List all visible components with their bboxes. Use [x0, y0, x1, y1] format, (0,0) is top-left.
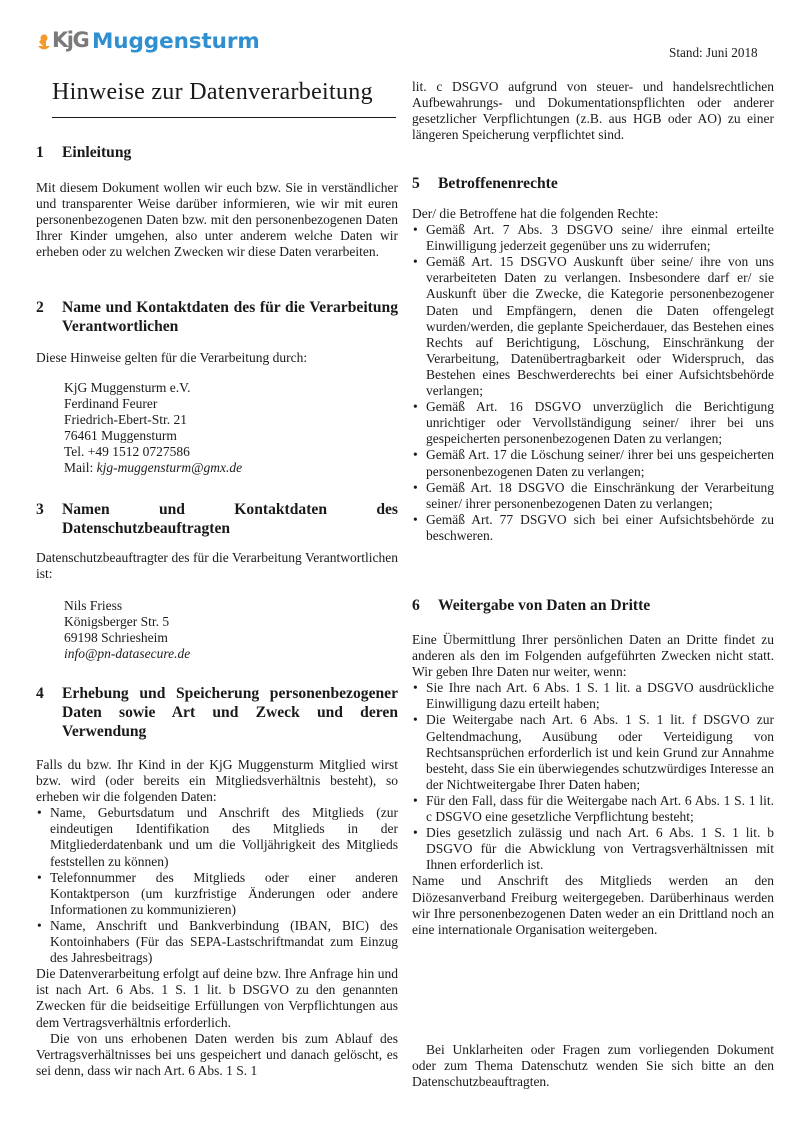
closing-note: Bei Unklarheiten oder Fragen zum vorliegenden Dokument oder zum Thema Datenschutz wenden Sie sich bitte an den Datenschutzbeauftragten. [412, 1042, 774, 1090]
section-4 [36, 684, 398, 741]
collected-data-list [36, 805, 398, 966]
list-item: • Dies gesetzlich zulässig und nach Art. 6 Abs. 1 S. 1 lit. b DSGVO für die Abwicklung von Vertragsverhältnissen mit Ihnen erforderlich ist. [412, 825, 774, 873]
section-4-continuation: lit. c DSGVO aufgrund von steuer- und handelsrechtlichen Aufbewahrungs- und Dokumentationspflichten oder anderer gesetzlicher Verpflichtungen (z.B. aus HGB oder AO) zu einer längeren Speicherung verpflichtet sind. [412, 79, 774, 143]
section-heading: 1 Einleitung [36, 144, 132, 161]
list-item: • Gemäß Art. 16 DSGVO unverzüglich die Berichtigung unrichtiger oder Vervollständigung seiner/ ihrer bei uns gespeicherten personenbezogenen Daten zu verlangen; [412, 399, 774, 447]
list-item: • Gemäß Art. 18 DSGVO die Einschränkung der Verarbeitung seiner/ ihrer personenbezogenen Daten zu verlangen; [412, 480, 774, 512]
title-divider [52, 117, 396, 118]
section-5 [412, 174, 774, 193]
list-item: • Sie Ihre nach Art. 6 Abs. 1 S. 1 lit. a DSGVO ausdrückliche Einwilligung dazu erteilt haben; [412, 680, 774, 712]
section-1 [36, 143, 398, 162]
section-6-body: Eine Übermittlung Ihrer persönlichen Daten an Dritte findet zu anderen als den im Folgenden aufgeführten Zwecken nicht statt. Wir geben Ihre Daten nur weiter, wenn: • Sie Ihre nach Art. 6 Abs. 1 S. 1 lit. a DSGVO ausdrückliche Einwilligung dazu erteilt haben; • Die Weitergabe nach Art. 6 Abs. 1 S. 1 lit. f DSGVO zur Geltendmachung, Ausübung oder Verteidigung von Rechtsansprüchen erforderlich ist und kein Grund zur Annahme besteht, dass Sie ein überwiegendes schutzwürdiges Interesse an der Nichtweitergabe Ihrer Daten haben; • Für den Fall, dass für die Weitergabe nach Art. 6 Abs. 1 S. 1 lit. c DSGVO eine gesetzliche Verpflichtung besteht; • Dies gesetzlich zulässig und nach Art. 6 Abs. 1 S. 1 lit. b DSGVO für die Abwicklung von Vertragsverhältnissen mit Ihnen erforderlich ist. Name und Anschrift des Mitglieds werden an den Diözesanverband Freiburg weitergegeben. Darüberhinaus werden wir Ihre personenbezogenen Daten weder an ein Drittland noch an eine internationale Organisation weitergeben. [412, 632, 774, 938]
controller-address: KjG Muggensturm e.V. Ferdinand Feurer Friedrich-Ebert-Str. 21 76461 Muggensturm Tel. +49 1512 0727586 Mail: kjg-muggensturm@gmx.de [64, 380, 243, 476]
section-1-body: Mit diesem Dokument wollen wir euch bzw. Sie in verständlicher und transparenter Weise darüber informieren, wie wir mit euren personenbezogenen Daten bzw. mit den personenbezogenen Daten Ihrer Kinder umgehen, also unter anderem welche Daten wir erheben oder zu welchen Zwecken wir diese Daten verarbeiten. [36, 180, 398, 260]
section-heading: 2 Name und Kontaktdaten des für die Verarbeitung Verantwortlichen [36, 299, 398, 335]
list-item: • Gemäß Art. 15 DSGVO Auskunft über seine/ ihre von uns verarbeiteten Daten zu verlangen. Insbesondere darf er/ sie Auskunft über die Zwecke, die Kategorie personenbezogener Daten und Empfängern, denen die Daten offengelegt wurden/werden, die geplante Speicherdauer, das Bestehen eines Rechts auf Berichtigung, Löschung, Einschränkung der Verarbeitung, Datenübertragbarkeit oder Widerspruch, das Bestehen eines Beschwerderechts bei einer Aufsichtsbehörde verlangen; [412, 254, 774, 399]
section-5-body: Der/ die Betroffene hat die folgenden Rechte: • Gemäß Art. 7 Abs. 3 DSGVO seine/ ihre einmal erteilte Einwilligung jederzeit gegenüber uns zu widerrufen; • Gemäß Art. 15 DSGVO Auskunft über seine/ ihre von uns verarbeiteten Daten zu verlangen. Insbesondere darf er/ sie Auskunft über die Zwecke, die Kategorie personenbezogener Daten und Empfängern, denen die Daten offengelegt wurden/werden, die geplante Speicherdauer, das Bestehen eines Rechts auf Berichtigung, Löschung, Einschränkung der Verarbeitung, Datenübertragbarkeit oder Widerspruch, das Bestehen eines Beschwerderechts bei einer Aufsichtsbehörde verlangen; • Gemäß Art. 16 DSGVO unverzüglich die Berichtigung unrichtiger oder Vervollständigung seiner/ ihrer bei uns gespeicherten personenbezogenen Daten zu verlangen; • Gemäß Art. 17 die Löschung seiner/ ihrer bei uns gespeicherten personenbezogenen Daten zu verlangen; • Gemäß Art. 18 DSGVO die Einschränkung der Verarbeitung seiner/ ihrer personenbezogenen Daten zu verlangen; • Gemäß Art. 77 DSGVO sich bei einer Aufsichtsbehörde zu beschweren. [412, 206, 774, 544]
section-6 [412, 596, 774, 615]
section-heading: 6 Weitergabe von Daten an Dritte [412, 597, 651, 614]
dpo-address: Nils Friess Königsberger Str. 5 69198 Schriesheim info@pn-datasecure.de [36, 598, 398, 662]
list-item: • Für den Fall, dass für die Weitergabe nach Art. 6 Abs. 1 S. 1 lit. c DSGVO eine gesetzliche Verpflichtung besteht; [412, 793, 774, 825]
logo-text: Muggensturm [92, 28, 260, 54]
section-3 [36, 500, 398, 538]
list-item: • Telefonnummer des Mitglieds oder einer anderen Kontaktperson (um kurzfristige Änderungen oder andere Informationen zu kommunizieren) [36, 870, 398, 918]
section-2 [36, 298, 398, 336]
dpo-email: info@pn-datasecure.de [64, 646, 191, 662]
section-heading: 4 Erhebung und Speicherung personenbezogener Daten sowie Art und Zweck und deren Verwendung [36, 685, 398, 740]
list-item: • Name, Anschrift und Bankverbindung (IBAN, BIC) des Kontoinhabers (Für das SEPA-Lastschriftmandat zum Einzug des Jahresbeitrags) [36, 918, 398, 966]
section-heading: 3 Namen und Kontaktdaten des Datenschutzbeauftragten [36, 501, 398, 537]
section-4-body: Falls du bzw. Ihr Kind in der KjG Muggensturm Mitglied wirst bzw. wird (oder bereits ein Mitgliedsverhältnis besteht), so erheben wir die folgenden Daten: • Name, Geburtsdatum und Anschrift des Mitglieds (zur eindeutigen Identifikation des Mitglieds in der Mitgliederdatenbank und um die Volljährigkeit des Mitglieds feststellen zu können) • Telefonnummer des Mitglieds oder einer anderen Kontaktperson (um kurzfristige Änderungen oder andere Informationen zu kommunizieren) • Name, Anschrift und Bankverbindung (IBAN, BIC) des Kontoinhabers (Für das SEPA-Lastschriftmandat zum Einzug des Jahresbeitrags) Die Datenverarbeitung erfolgt auf deine bzw. Ihre Anfrage hin und ist nach Art. 6 Abs. 1 S. 1 lit. b DSGVO zu den genannten Zwecken für die beidseitige Erfüllungen von Verpflichtungen aus dem Vertragsverhältnis erforderlich. Die von uns erhobenen Daten werden bis zum Ablauf des Vertragsverhältnisses bei uns gespeichert und danach gelöscht, es sei denn, dass wir nach Art. 6 Abs. 1 S. 1 [36, 757, 398, 1079]
list-item: • Gemäß Art. 17 die Löschung seiner/ ihrer bei uns gespeicherten personenbezogenen Daten zu verlangen; [412, 447, 774, 479]
rights-list [412, 222, 774, 544]
section-4-para2: Die von uns erhobenen Daten werden bis zum Ablauf des Vertragsverhältnisses bei uns gespeichert und danach gelöscht, es sei denn, dass wir nach Art. 6 Abs. 1 S. 1 [36, 1030, 398, 1078]
section-heading: 5 Betroffenenrechte [412, 175, 558, 192]
section-3-intro: Datenschutzbeauftragter des für die Verarbeitung Verantwortlichen ist: [36, 550, 398, 582]
kjg-logo-icon: KjG [36, 29, 86, 53]
section-2-intro: Diese Hinweise gelten für die Verarbeitung durch: [36, 350, 308, 365]
list-item: • Gemäß Art. 7 Abs. 3 DSGVO seine/ ihre einmal erteilte Einwilligung jederzeit gegenüber uns zu widerrufen; [412, 222, 774, 254]
page-title: Hinweise zur Datenverarbeitung [52, 79, 373, 105]
list-item: • Gemäß Art. 77 DSGVO sich bei einer Aufsichtsbehörde zu beschweren. [412, 512, 774, 544]
document-date: Stand: Juni 2018 [669, 45, 758, 60]
controller-email: kjg-muggensturm@gmx.de [96, 460, 243, 476]
list-item: • Die Weitergabe nach Art. 6 Abs. 1 S. 1 lit. f DSGVO zur Geltendmachung, Ausübung oder Verteidigung von Rechtsansprüchen erforderlich ist und kein Grund zur Annahme besteht, dass Sie ein überwiegendes schutzwürdiges Interesse an der Nichtweitergabe Ihrer Daten haben; [412, 712, 774, 792]
list-item: • Name, Geburtsdatum und Anschrift des Mitglieds (zur eindeutigen Identifikation des Mitglieds in der Mitgliederdatenbank und um die Volljährigkeit des Mitglieds feststellen zu können) [36, 805, 398, 869]
transfer-conditions-list [412, 680, 774, 873]
logo [36, 28, 260, 54]
